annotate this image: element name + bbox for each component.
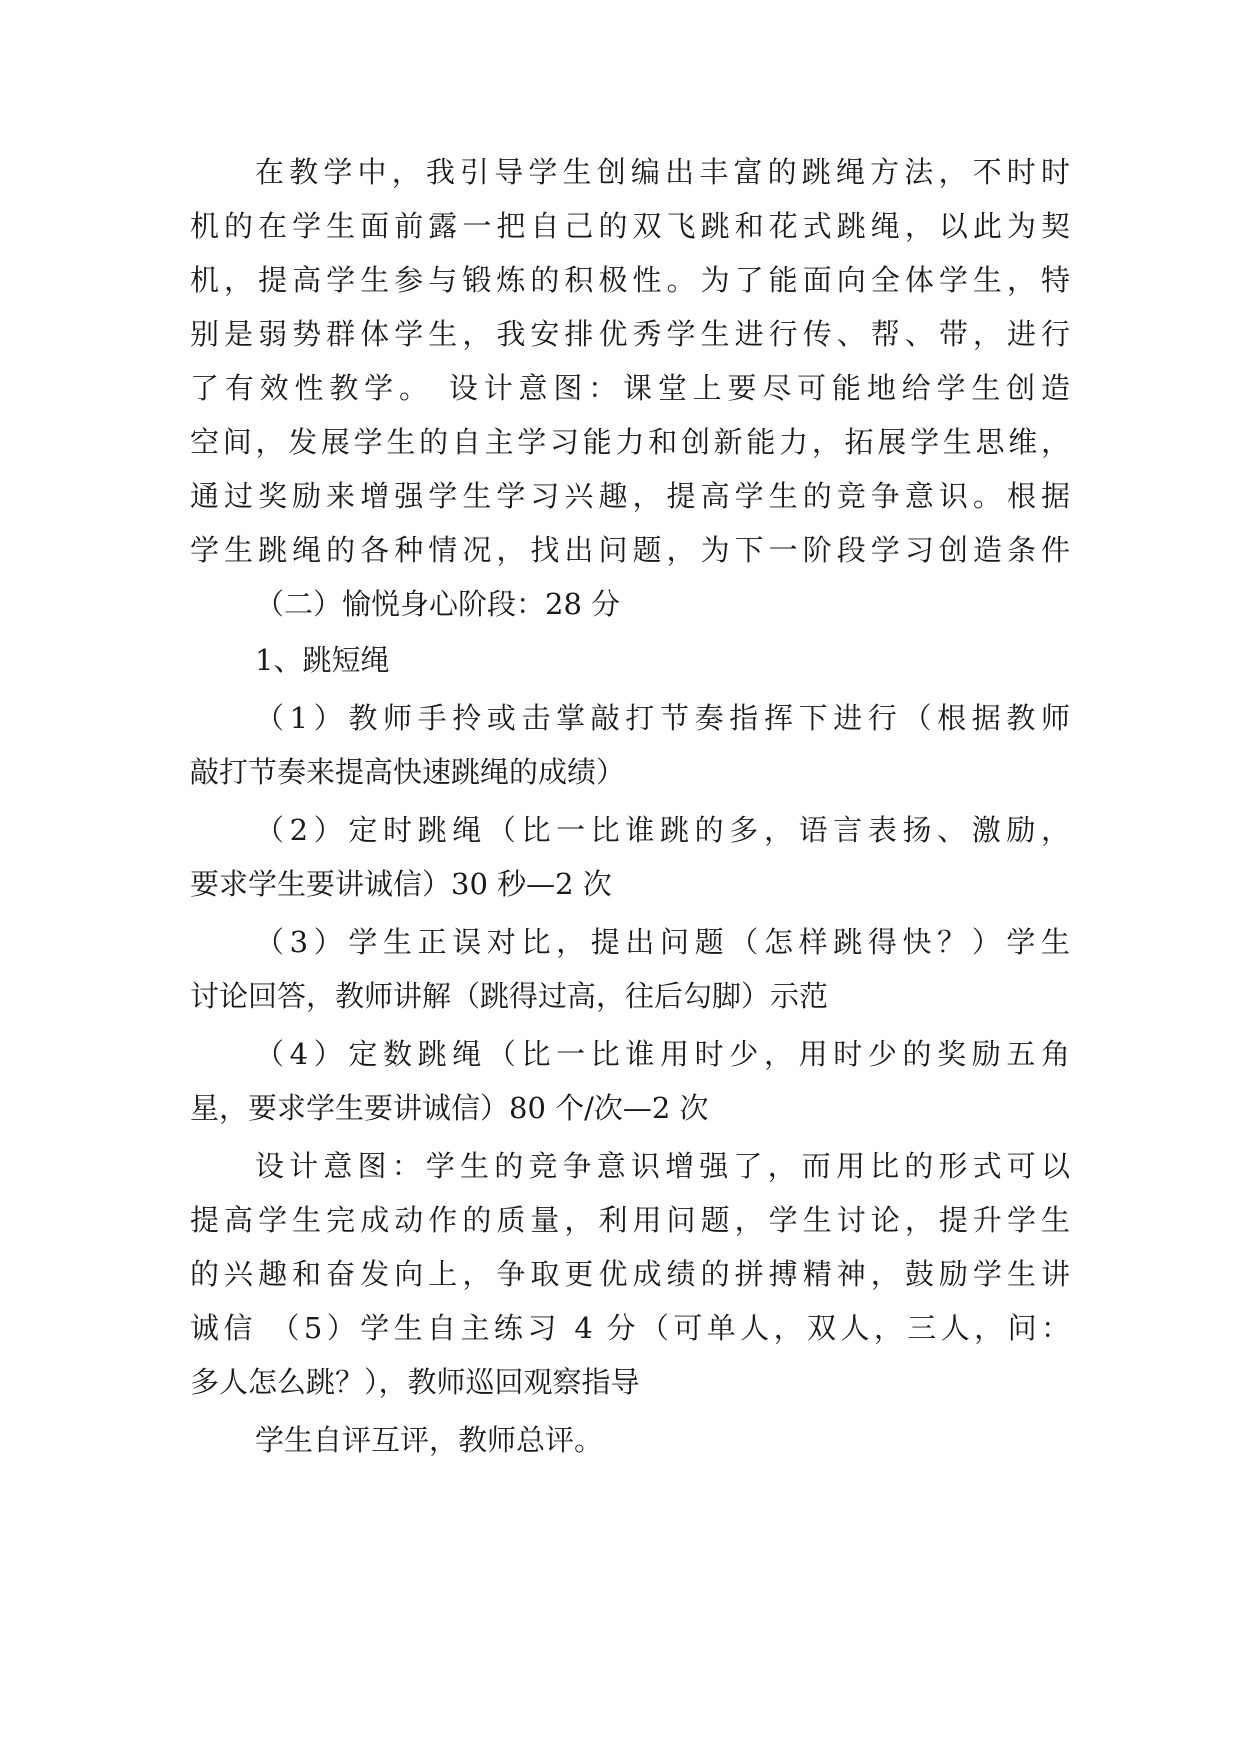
section-heading: （二）愉悦身心阶段：28 分 <box>255 587 621 621</box>
text-line-5: 了有效性教学。 设计意图：课堂上要尽可能地给学生创造 <box>190 371 1070 405</box>
text-line-16: 讨论回答，教师讲解（跳得过高，往后勾脚）示范 <box>190 979 829 1013</box>
text-line-1: 在教学中，我引导学生创编出丰富的跳绳方法，不时时 <box>255 155 1070 189</box>
text-line-23: 多人怎么跳？），教师巡回观察指导 <box>190 1365 640 1399</box>
text-line-6: 空间，发展学生的自主学习能力和创新能力，拓展学生思维， <box>190 425 1070 459</box>
text-line-3: 机，提高学生参与锻炼的积极性。为了能面向全体学生，特 <box>190 263 1070 297</box>
text-line-20: 提高学生完成动作的质量，利用问题，学生讨论，提升学生 <box>190 1203 1070 1237</box>
text-line-11: （1）教师手拎或击掌敲打节奏指挥下进行（根据教师 <box>255 701 1070 735</box>
text-line-24: 学生自评互评，教师总评。 <box>255 1423 604 1457</box>
text-line-12: 敲打节奏来提高快速跳绳的成绩） <box>190 755 626 789</box>
text-line-8: 学生跳绳的各种情况，找出问题，为下一阶段学习创造条件 <box>190 533 1070 567</box>
text-line-7: 通过奖励来增强学生学习兴趣，提高学生的竞争意识。根据 <box>190 479 1070 513</box>
text-line-22: 诚信 （5）学生自主练习 4 分（可单人，双人，三人，问： <box>190 1311 1070 1345</box>
text-line-4: 别是弱势群体学生，我安排优秀学生进行传、帮、带，进行 <box>190 317 1070 351</box>
text-line-19: 设计意图：学生的竞争意识增强了，而用比的形式可以 <box>255 1149 1070 1183</box>
text-line-21: 的兴趣和奋发向上，争取更优成绩的拼搏精神，鼓励学生讲 <box>190 1257 1070 1291</box>
subsection-heading: 1、跳短绳 <box>255 643 390 677</box>
text-line-13: （2）定时跳绳（比一比谁跳的多，语言表扬、激励， <box>255 813 1070 847</box>
text-line-15: （3）学生正误对比，提出问题（怎样跳得快？）学生 <box>255 925 1070 959</box>
text-line-2: 机的在学生面前露一把自己的双飞跳和花式跳绳，以此为契 <box>190 209 1070 243</box>
text-line-18: 星，要求学生要讲诚信）80 个/次—2 次 <box>190 1091 709 1125</box>
text-line-17: （4）定数跳绳（比一比谁用时少，用时少的奖励五角 <box>255 1037 1070 1071</box>
text-line-14: 要求学生要讲诚信）30 秒—2 次 <box>190 867 612 901</box>
